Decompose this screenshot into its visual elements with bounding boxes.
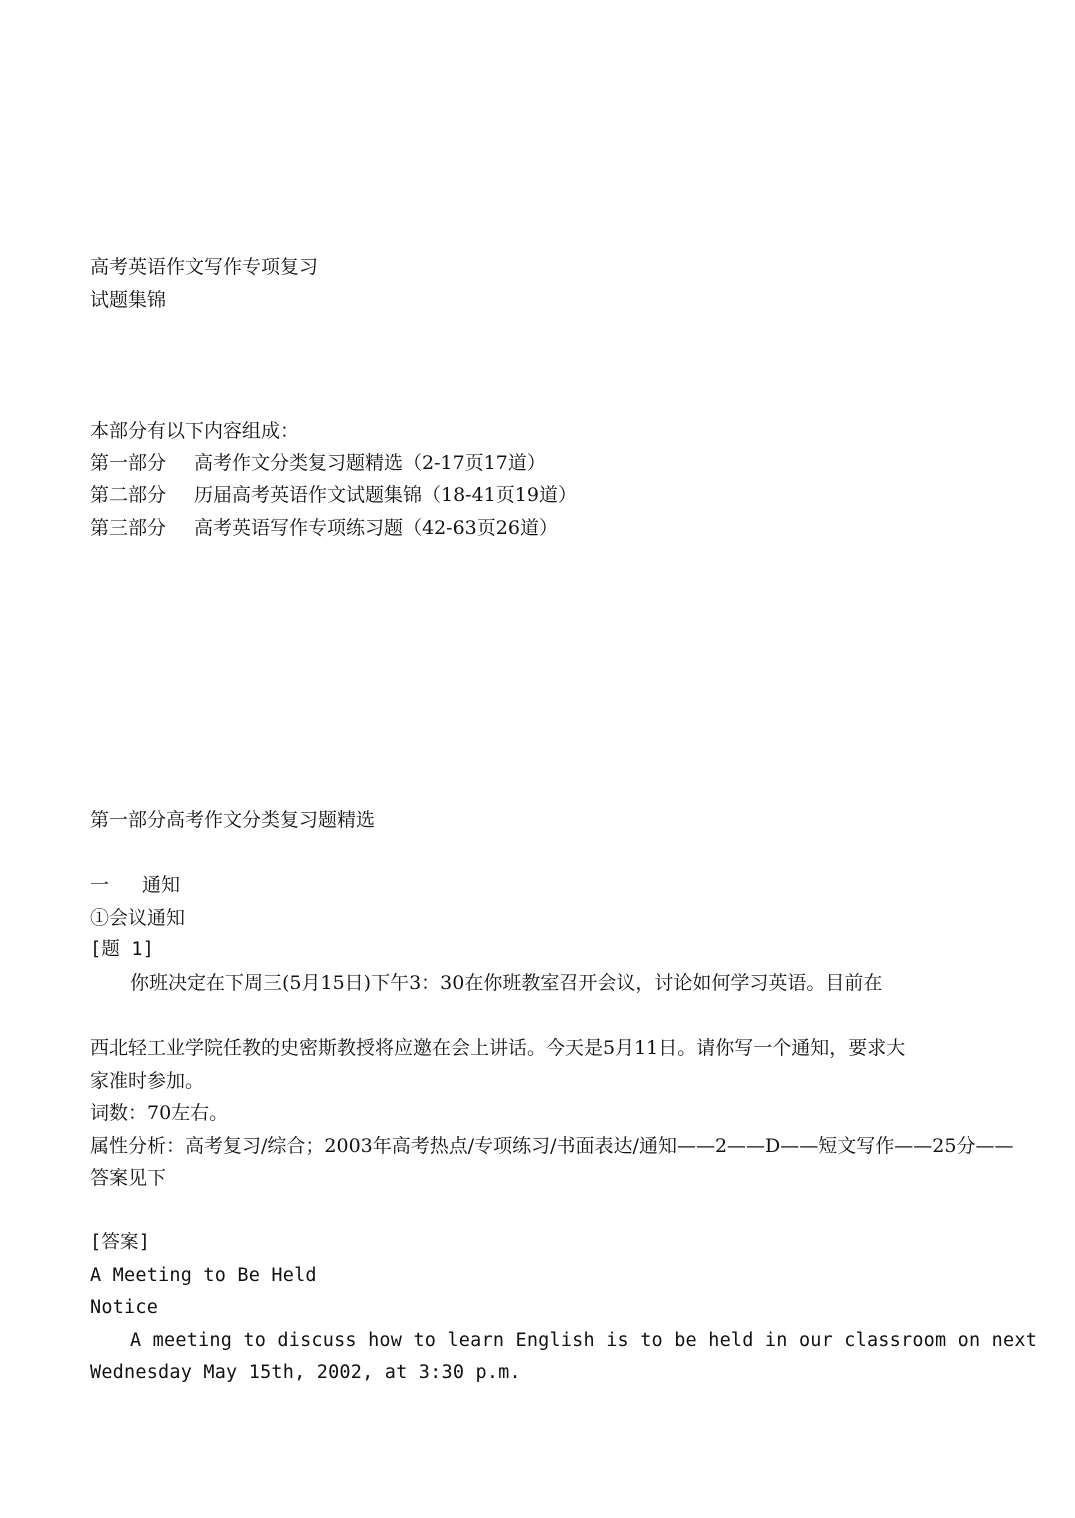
answer-notice: Notice [90, 1297, 159, 1318]
subcategory-heading: ①会议通知 [90, 907, 186, 929]
contents-intro: 本部分有以下内容组成： [90, 420, 300, 442]
contents-part-text: 高考作文分类复习题精选（2-17页17道） [194, 452, 546, 474]
answer-label: [答案] [90, 1232, 151, 1253]
attributes-line: 属性分析：高考复习/综合；2003年高考热点/专项练习/书面表达/通知——2——D——短文写作——25分—— [90, 1135, 1014, 1157]
word-count: 词数：70左右。 [90, 1102, 229, 1124]
question-label: [题 1] [90, 939, 155, 960]
contents-part-label: 第二部分 [90, 484, 167, 506]
document-subtitle: 试题集锦 [90, 289, 167, 311]
question-text-line: 西北轻工业学院任教的史密斯教授将应邀在会上讲话。今天是5月11日。请你写一个通知，要求大 [90, 1037, 906, 1059]
question-text-line: 你班决定在下周三(5月15日)下午3：30在你班教室召开会议，讨论如何学习英语。目前在 [130, 972, 883, 994]
contents-part-text: 历届高考英语作文试题集锦（18-41页19道） [194, 484, 577, 506]
answer-title: A Meeting to Be Held [90, 1265, 317, 1286]
answer-text-line: Wednesday May 15th, 2002, at 3:30 p.m. [90, 1362, 521, 1383]
category-number: 一 [90, 874, 110, 896]
answer-text-line: A meeting to discuss how to learn English is to be held in our classroom on next [130, 1330, 1038, 1351]
category-name: 通知 [142, 874, 181, 896]
contents-item [90, 451, 546, 475]
question-text-line: 家准时参加。 [90, 1070, 205, 1092]
contents-part-text: 高考英语写作专项练习题（42-63页26道） [194, 517, 558, 539]
document-title: 高考英语作文写作专项复习 [90, 256, 319, 278]
contents-part-label: 第三部分 [90, 517, 167, 539]
contents-item [90, 483, 577, 507]
contents-item [90, 516, 558, 540]
category-heading [90, 873, 180, 897]
attributes-line: 答案见下 [90, 1167, 167, 1189]
section-title: 第一部分高考作文分类复习题精选 [90, 809, 376, 831]
contents-part-label: 第一部分 [90, 452, 167, 474]
